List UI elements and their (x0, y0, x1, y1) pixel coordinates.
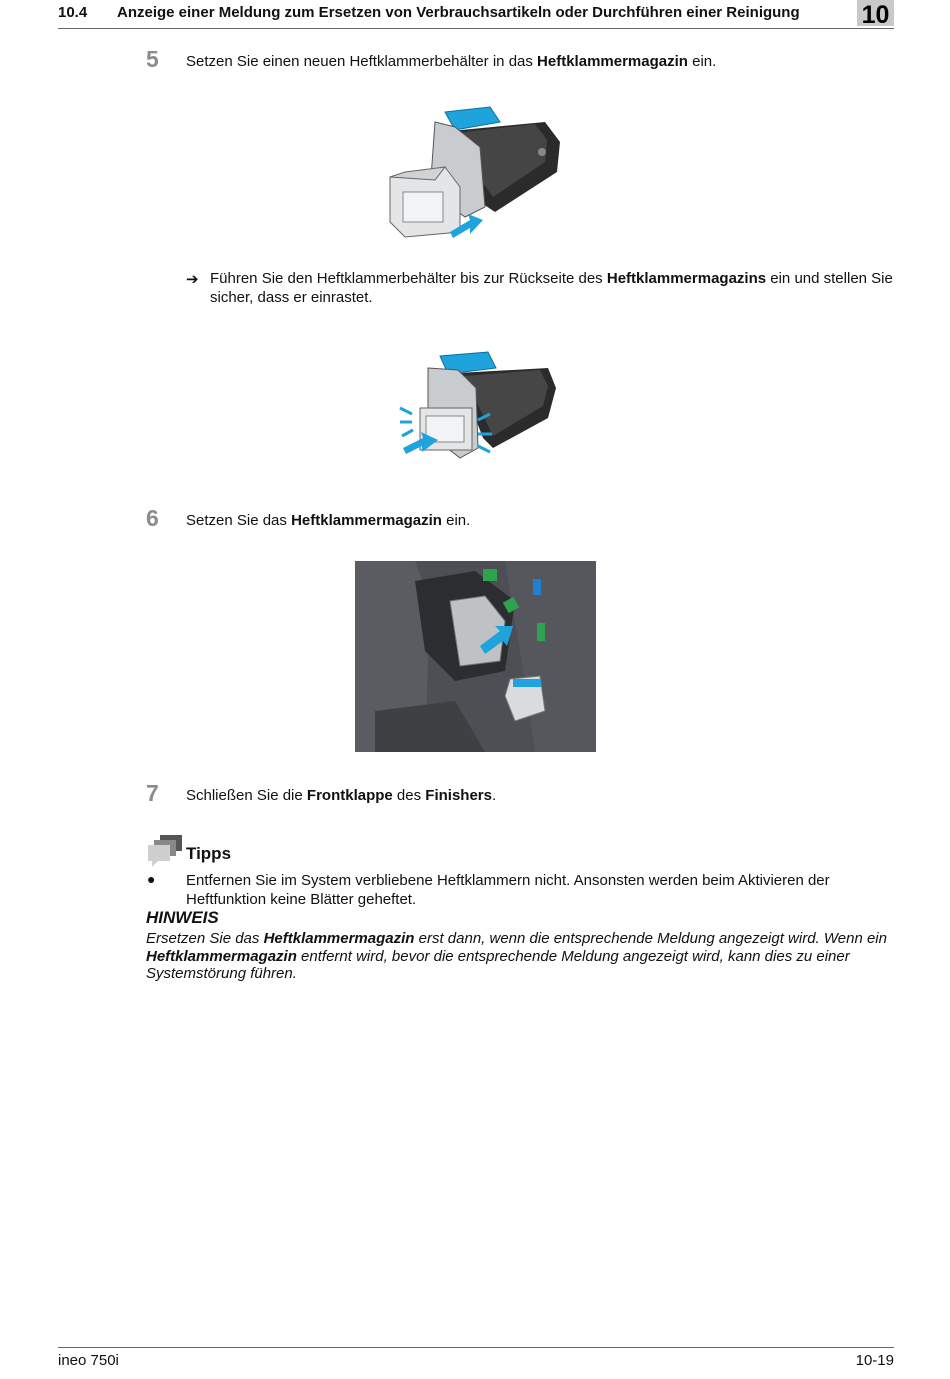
notice-text-part: erst dann, wenn die entsprechende Meldung angezeigt wird. Wenn ein (414, 930, 887, 947)
notice-text (146, 930, 906, 983)
step-text-part: ein. (687, 53, 717, 70)
notice-text-bold: Heftklammermagazin (263, 930, 415, 947)
step-text-bold: Heftklammermagazin (537, 53, 688, 70)
header-divider (58, 28, 894, 29)
staple-cartridge-click-illustration (398, 348, 558, 466)
notice-text-bold: Heftklammermagazin (146, 947, 297, 965)
bullet-icon: ● (147, 871, 156, 887)
tips-speech-bubbles-icon (146, 835, 184, 869)
substep-text-part: Führen Sie den Heftklammerbehälter bis zur Rückseite des (210, 270, 607, 287)
footer-divider (58, 1347, 894, 1348)
notice-text-part: Ersetzen Sie das (146, 930, 264, 947)
tips-title: Tipps (186, 844, 232, 863)
step-text-part: des (392, 787, 426, 804)
section-title: Anzeige einer Meldung zum Ersetzen von Verbrauchsartikeln oder Durchführen einer Reinigung (117, 4, 800, 21)
step-text-bold: Finishers (425, 787, 492, 804)
staple-cartridge-insert-illustration (385, 102, 565, 242)
substep-text-part: ein und stellen Sie sicher, dass er einrastet. (210, 270, 893, 306)
step-text-bold: Frontklappe (306, 787, 393, 804)
step-text (186, 53, 716, 70)
notice-title: HINWEIS (146, 908, 219, 927)
substep-arrow-icon: ➔ (186, 271, 199, 288)
step-text (186, 787, 496, 804)
substep-text-bold: Heftklammermagazins (606, 270, 767, 287)
step-text-part: Schließen Sie die (186, 787, 307, 804)
step-text-part: Setzen Sie das (186, 512, 292, 529)
step-number: 6 (146, 505, 159, 531)
footer-page-number: 10-19 (855, 1352, 894, 1369)
tips-text: Entfernen Sie im System verbliebene Heftklammern nicht. Ansonsten werden beim Aktivieren der Heftfunktion keine Blätter geheftet. (186, 872, 830, 908)
substep-text (210, 269, 900, 307)
step-text-part: ein. (441, 512, 471, 529)
step-text-bold: Heftklammermagazin (291, 512, 442, 529)
step-number: 7 (146, 780, 159, 806)
footer-model: ineo 750i (58, 1352, 119, 1369)
chapter-badge: 10 (857, 0, 894, 26)
step-text-part: Setzen Sie einen neuen Heftklammerbehälter in das (186, 53, 538, 70)
finisher-magazine-photo-illustration (355, 561, 596, 752)
notice-text-part: entfernt wird, bevor die entsprechende Meldung angezeigt wird, kann dies zu einer Systemstörung führen. (146, 947, 850, 982)
step-number: 5 (146, 46, 159, 72)
step-text-part: . (491, 787, 497, 804)
step-text (186, 512, 470, 529)
section-number: 10.4 (58, 4, 88, 21)
